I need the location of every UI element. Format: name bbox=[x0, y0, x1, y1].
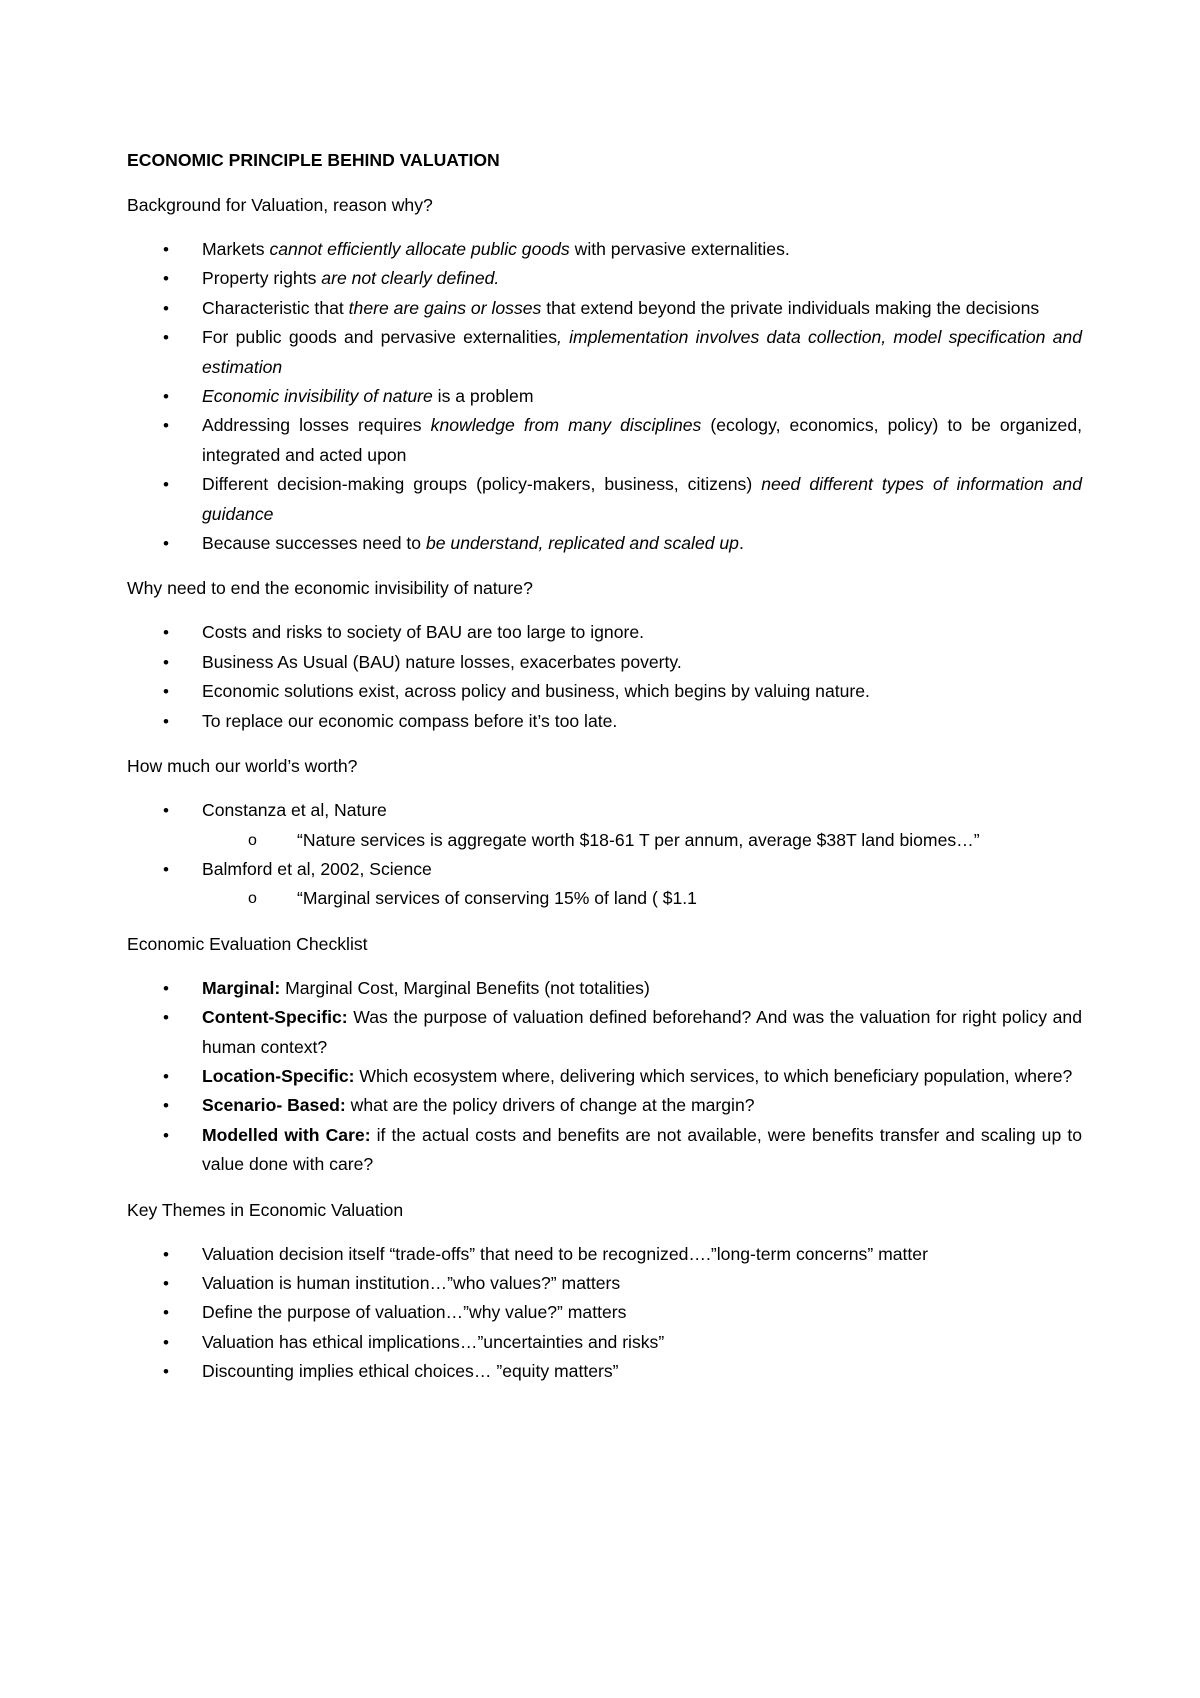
sub-list-item bbox=[127, 826, 1082, 855]
text-run: that extend beyond the private individuals making the decisions bbox=[541, 297, 1040, 318]
text-run: Constanza et al, Nature bbox=[202, 800, 387, 821]
text-run: Marginal Cost, Marginal Benefits (not totalities) bbox=[280, 977, 650, 998]
text-run: Valuation is human institution…”who values?” matters bbox=[202, 1272, 621, 1293]
text-run: Markets bbox=[202, 239, 270, 259]
bold-text: Marginal: bbox=[202, 977, 281, 998]
document-title: ECONOMIC PRINCIPLE BEHIND VALUATION bbox=[127, 150, 500, 170]
list-item bbox=[127, 382, 1082, 411]
text-run: Characteristic that bbox=[202, 297, 349, 318]
section-heading: Background for Valuation, reason why? bbox=[127, 195, 433, 215]
list-item bbox=[127, 618, 1082, 647]
list-item bbox=[127, 1298, 1082, 1327]
sub-bullet-list bbox=[202, 884, 1082, 913]
text-run: Balmford et al, 2002, Science bbox=[202, 858, 432, 879]
bullet-list bbox=[127, 618, 1082, 736]
sub-list-item bbox=[127, 884, 1082, 913]
quote-text: “Nature services is aggregate worth $18-61 T per annum, average $38T land biomes…” bbox=[297, 829, 980, 850]
bullet-icon: • bbox=[163, 682, 169, 702]
italic-text: Economic invisibility of nature bbox=[202, 386, 433, 407]
bullet-icon: • bbox=[163, 387, 169, 407]
text-run: if the actual costs and benefits are not available, were benefits transfer and scaling up to value done with care? bbox=[202, 1124, 1082, 1175]
text-run: Property rights bbox=[202, 268, 322, 289]
text-run: Was the purpose of valuation defined beforehand? And was the valuation for right policy and human context? bbox=[202, 1007, 1082, 1057]
bullet-icon: • bbox=[163, 623, 169, 643]
bullet-icon: • bbox=[163, 1332, 169, 1352]
bullet-icon: • bbox=[163, 1273, 169, 1293]
bullet-icon: • bbox=[163, 1125, 169, 1145]
bullet-icon: • bbox=[163, 1008, 169, 1028]
section-heading: Why need to end the economic invisibility of nature? bbox=[127, 578, 533, 599]
bold-text: Scenario- Based: bbox=[202, 1095, 346, 1116]
bullet-icon: • bbox=[163, 859, 169, 879]
bold-text: Modelled with Care: bbox=[202, 1124, 371, 1145]
text-run: Business As Usual (BAU) nature losses, exacerbates poverty. bbox=[202, 651, 682, 672]
text-run: Because successes need to bbox=[202, 533, 426, 554]
list-item bbox=[127, 796, 1082, 855]
list-item bbox=[127, 677, 1082, 706]
bullet-icon: • bbox=[163, 978, 169, 998]
bullet-icon: • bbox=[163, 652, 169, 672]
list-item bbox=[127, 294, 1082, 323]
bold-text: Content-Specific: bbox=[202, 1007, 348, 1028]
text-run: Valuation decision itself “trade-offs” that need to be recognized….”long-term concerns” matter bbox=[202, 1243, 928, 1264]
text-run: For public goods and pervasive externalities bbox=[202, 327, 558, 348]
italic-text: knowledge from many disciplines bbox=[430, 415, 702, 436]
list-item bbox=[127, 1003, 1082, 1062]
bullet-icon: • bbox=[163, 269, 169, 289]
bullet-icon: • bbox=[163, 1096, 169, 1116]
list-item bbox=[127, 648, 1082, 677]
circle-bullet-icon: o bbox=[248, 831, 257, 849]
bullet-icon: • bbox=[163, 1362, 169, 1382]
text-run: To replace our economic compass before it’s too late. bbox=[202, 710, 618, 731]
italic-text: there are gains or losses bbox=[348, 297, 542, 318]
bullet-list bbox=[127, 235, 1082, 558]
italic-text: be understand, replicated and scaled up bbox=[425, 533, 739, 554]
list-item bbox=[127, 1357, 1082, 1386]
text-run: Addressing losses requires bbox=[202, 415, 431, 436]
list-item bbox=[127, 1121, 1082, 1180]
list-item bbox=[127, 264, 1082, 293]
italic-text: cannot efficiently allocate public goods bbox=[269, 239, 570, 259]
italic-text: , implementation involves data collection, model specification and estimation bbox=[202, 327, 1082, 377]
bullet-list bbox=[127, 974, 1082, 1180]
section-heading: How much our world’s worth? bbox=[127, 756, 358, 777]
list-item bbox=[127, 1062, 1082, 1091]
text-run: Economic solutions exist, across policy and business, which begins by valuing nature. bbox=[202, 681, 870, 702]
bullet-icon: • bbox=[163, 711, 169, 731]
list-item bbox=[127, 529, 1082, 558]
text-run: Valuation has ethical implications…”uncertainties and risks” bbox=[202, 1331, 665, 1352]
list-item bbox=[127, 974, 1082, 1003]
circle-bullet-icon: o bbox=[248, 890, 257, 908]
list-item bbox=[127, 1269, 1082, 1298]
text-run: is a problem bbox=[432, 386, 534, 407]
section-heading: Economic Evaluation Checklist bbox=[127, 933, 368, 954]
bullet-icon: • bbox=[163, 328, 169, 348]
quote-text: “Marginal services of conserving 15% of land ( $1.1 bbox=[297, 888, 697, 909]
bullet-icon: • bbox=[163, 416, 169, 436]
text-run: with pervasive externalities. bbox=[569, 239, 790, 259]
list-item bbox=[127, 1328, 1082, 1357]
bullet-icon: • bbox=[163, 1244, 169, 1264]
text-run: what are the policy drivers of change at the margin? bbox=[345, 1095, 755, 1116]
list-item bbox=[127, 1240, 1082, 1269]
list-item bbox=[127, 470, 1082, 529]
bullet-icon: • bbox=[163, 240, 169, 259]
text-run: Different decision-making groups (policy-makers, business, citizens) bbox=[202, 474, 762, 495]
text-run: . bbox=[738, 533, 744, 554]
list-item bbox=[127, 1091, 1082, 1120]
list-item bbox=[127, 707, 1082, 736]
section-heading: Key Themes in Economic Valuation bbox=[127, 1199, 404, 1220]
list-item bbox=[127, 323, 1082, 382]
list-item bbox=[127, 411, 1082, 470]
bullet-list bbox=[127, 796, 1082, 914]
list-item bbox=[127, 855, 1082, 914]
bullet-icon: • bbox=[163, 801, 169, 821]
bullet-icon: • bbox=[163, 475, 169, 495]
bullet-icon: • bbox=[163, 1066, 169, 1086]
bullet-icon: • bbox=[163, 298, 169, 318]
text-run: (ecology, economics, policy) to be organized, integrated and acted upon bbox=[202, 415, 1082, 465]
bullet-icon: • bbox=[163, 534, 169, 554]
text-run: Costs and risks to society of BAU are too large to ignore. bbox=[202, 622, 645, 643]
list-item bbox=[127, 235, 1082, 264]
text-run: Discounting implies ethical choices… ”equity matters” bbox=[202, 1361, 619, 1382]
bullet-list bbox=[127, 1240, 1082, 1387]
italic-text: need different types of information and guidance bbox=[202, 474, 1082, 524]
italic-text: are not clearly defined. bbox=[321, 268, 500, 289]
text-run: Which ecosystem where, delivering which services, to which beneficiary population, where? bbox=[354, 1065, 1073, 1086]
document-body bbox=[127, 146, 1082, 1403]
sub-bullet-list bbox=[202, 826, 1082, 855]
bullet-icon: • bbox=[163, 1303, 169, 1323]
text-run: Define the purpose of valuation…”why value?” matters bbox=[202, 1302, 627, 1323]
bold-text: Location-Specific: bbox=[202, 1065, 355, 1086]
